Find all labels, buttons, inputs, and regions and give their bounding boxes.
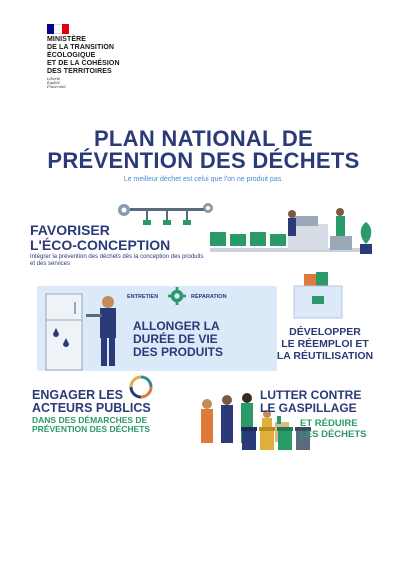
title-line: LA RÉUTILISATION (276, 350, 374, 362)
ministry-line: DE LA TRANSITION (47, 44, 115, 51)
section-gaspillage-title (260, 389, 361, 415)
section-gaspillage-subtitle (300, 418, 367, 440)
box-icon (294, 286, 342, 318)
devise-line: Égalité (47, 81, 60, 86)
recycle-circle-icon (128, 374, 154, 400)
republic-devise (47, 77, 66, 90)
title-line: LUTTER CONTRE (260, 388, 362, 402)
clothes-icon (304, 272, 328, 286)
french-flag-logo (47, 24, 69, 34)
ministry-line: ET DE LA COHÉSION (47, 60, 120, 67)
subtitle-line: LES DÉCHETS (300, 429, 367, 440)
refrigerator-icon (46, 294, 82, 370)
ministry-name (47, 36, 120, 76)
title-line-2: PRÉVENTION DES DÉCHETS (47, 148, 360, 173)
title-line-1: PLAN NATIONAL DE (93, 126, 314, 151)
section-reemploi-title (270, 326, 380, 362)
section-ecoconception-text: Intégrer la prévention des déchets dès la conception des produits et des services (30, 254, 204, 267)
ministry-line: MINISTÈRE (47, 36, 87, 43)
title-line: DURÉE DE VIE (133, 332, 218, 346)
title-line: DES PRODUITS (133, 345, 224, 359)
section-duree-vie-title (133, 320, 223, 359)
page-title (0, 128, 407, 172)
title-line: ALLONGER LA (133, 319, 220, 333)
title-line: FAVORISER (30, 222, 110, 238)
repair-illustration (42, 288, 132, 372)
ministry-line: DES TERRITOIRES (47, 68, 112, 75)
plant-icon (360, 222, 372, 254)
devise-line: Fraternité (47, 85, 66, 90)
badge-entretien: ENTRETIEN (127, 294, 159, 300)
subtitle-line: DANS DES DÉMARCHES DE (32, 415, 148, 425)
rail-shape (130, 208, 204, 211)
reuse-box-illustration (286, 270, 356, 322)
subtitle-line: ET RÉDUIRE (300, 418, 358, 429)
ministry-line: ÉCOLOGIQUE (47, 52, 96, 59)
subtitle-line: PRÉVENTION DES DÉCHETS (32, 424, 151, 434)
repair-person-icon (86, 296, 116, 366)
title-line: ACTEURS PUBLICS (32, 401, 151, 415)
title-line: LE RÉEMPLOI ET (281, 338, 369, 350)
gear-icon (168, 287, 186, 305)
title-line: ENGAGER LES (32, 388, 123, 402)
title-line: LE GASPILLAGE (260, 401, 357, 415)
section-ecoconception-title (30, 223, 170, 253)
title-line: DÉVELOPPER (289, 326, 361, 338)
badge-reparation: RÉPARATION (191, 294, 227, 300)
devise-line: Liberté (47, 77, 61, 81)
title-line: L'ÉCO-CONCEPTION (30, 237, 171, 253)
page-subtitle: Le meilleur déchet est celui que l'on ne produit pas. (123, 176, 284, 183)
section-acteurs-subtitle (32, 416, 150, 434)
